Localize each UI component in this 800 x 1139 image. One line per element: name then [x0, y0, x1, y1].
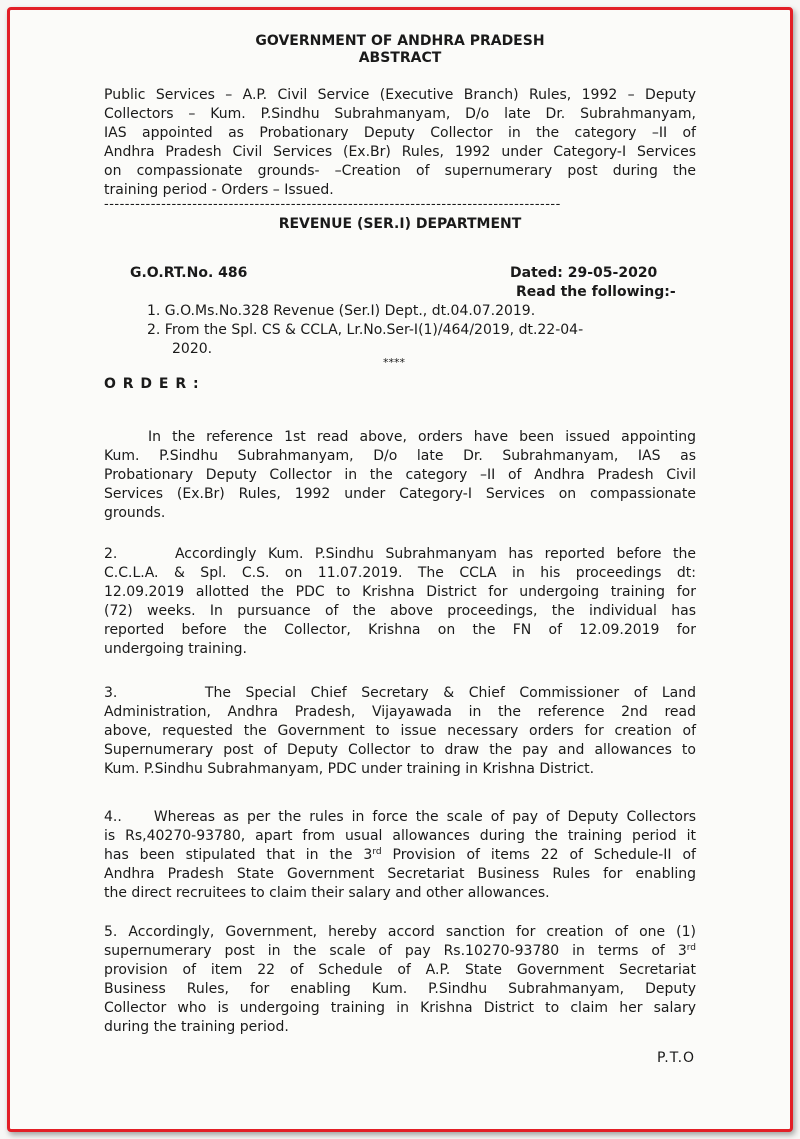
reference-item-continued: 2020.: [172, 341, 213, 357]
subject-line: Andhra Pradesh Civil Services (Ex.Br) Rules, 1992 under Category-I Services: [104, 144, 696, 160]
paragraph-line: above, requested the Government to issue necessary orders for creation of: [104, 723, 696, 739]
paragraph-4: [104, 808, 696, 903]
separator-line: ----------------------------------------------------------------------------------------: [104, 198, 561, 211]
paragraph-line: Business Rules, for enabling Kum. P.Sindhu Subrahmanyam, Deputy: [104, 981, 696, 997]
paragraph-line: 2. Accordingly Kum. P.Sindhu Subrahmanyam has reported before the: [104, 546, 696, 562]
paragraph-line: (72) weeks. In pursuance of the above proceedings, the individual has: [104, 603, 696, 619]
paragraph-line: reported before the Collector, Krishna on the FN of 12.09.2019 for: [104, 622, 696, 638]
paragraph-line: Kum. P.Sindhu Subrahmanyam, D/o late Dr. Subrahmanyam, IAS as: [104, 448, 696, 464]
paragraph-line: is Rs,40270-93780, apart from usual allowances during the training period it: [104, 828, 696, 844]
subject-line: on compassionate grounds- –Creation of supernumerary post during the: [104, 163, 696, 179]
order-date: Dated: 29-05-2020: [510, 265, 658, 281]
reference-item: 2. From the Spl. CS & CCLA, Lr.No.Ser-I(1)/464/2019, dt.22-04-: [147, 322, 584, 338]
subject-line: Collectors – Kum. P.Sindhu Subrahmanyam, D/o late Dr. Subrahmanyam,: [104, 106, 696, 122]
paragraph-1: [104, 428, 696, 447]
subject-paragraph: [104, 86, 696, 200]
paragraph-line: Kum. P.Sindhu Subrahmanyam, PDC under training in Krishna District.: [104, 761, 595, 777]
paragraph-5: [104, 923, 696, 1037]
government-heading: GOVERNMENT OF ANDHRA PRADESH: [255, 33, 545, 49]
pto-label: P.T.O: [657, 1050, 696, 1066]
abstract-heading: ABSTRACT: [358, 50, 442, 66]
paragraph-line: Collector who is undergoing training in Krishna District to claim her salary: [104, 1000, 696, 1016]
paragraph-line: Probationary Deputy Collector in the category –II of Andhra Pradesh Civil: [104, 467, 696, 483]
paragraph-line: supernumerary post in the scale of pay Rs.10270-93780 in terms of 3rd: [104, 943, 696, 959]
paragraph-line: 5. Accordingly, Government, hereby accord sanction for creation of one (1): [104, 924, 696, 940]
paragraph-line: Supernumerary post of Deputy Collector to draw the pay and allowances to: [104, 742, 696, 758]
paragraph-line: C.C.L.A. & Spl. C.S. on 11.07.2019. The CCLA in his proceedings dt:: [104, 565, 696, 581]
stars-divider: ****: [383, 356, 405, 369]
paragraph-line: Services (Ex.Br) Rules, 1992 under Category-I Services on compassionate: [104, 486, 696, 502]
paragraph-line: In the reference 1st read above, orders have been issued appointing: [148, 429, 696, 445]
paragraph-line: Administration, Andhra Pradesh, Vijayawada in the reference 2nd read: [104, 704, 696, 720]
subject-line: Public Services – A.P. Civil Service (Executive Branch) Rules, 1992 – Deputy: [104, 87, 696, 103]
paragraph-line: during the training period.: [104, 1019, 289, 1035]
paragraph-line: the direct recruitees to claim their salary and other allowances.: [104, 885, 550, 901]
subject-line: IAS appointed as Probationary Deputy Collector in the category –II of: [104, 125, 696, 141]
order-heading: O R D E R :: [104, 376, 200, 392]
paragraph-2: [104, 545, 696, 659]
reference-item: 1. G.O.Ms.No.328 Revenue (Ser.I) Dept., dt.04.07.2019.: [147, 303, 536, 319]
paragraph-line: Andhra Pradesh State Government Secretariat Business Rules for enabling: [104, 866, 696, 882]
paragraph-line: has been stipulated that in the 3rd Provision of items 22 of Schedule-II of: [104, 847, 696, 863]
paragraph-line: 12.09.2019 allotted the PDC to Krishna District for undergoing training for: [104, 584, 696, 600]
read-the-following: Read the following:-: [516, 284, 676, 300]
paragraph-line: 4.. Whereas as per the rules in force the scale of pay of Deputy Collectors: [104, 809, 696, 825]
paragraph-line: undergoing training.: [104, 641, 247, 657]
go-number: G.O.RT.No. 486: [130, 265, 248, 281]
paragraph-1-body: [104, 447, 696, 523]
paragraph-line: grounds.: [104, 505, 166, 521]
paragraph-3: [104, 684, 696, 779]
paragraph-line: provision of item 22 of Schedule of A.P. State Government Secretariat: [104, 962, 696, 978]
paragraph-line: 3. The Special Chief Secretary & Chief Commissioner of Land: [104, 685, 696, 701]
department-heading: REVENUE (SER.I) DEPARTMENT: [278, 216, 522, 232]
subject-line: training period - Orders – Issued.: [104, 182, 334, 198]
